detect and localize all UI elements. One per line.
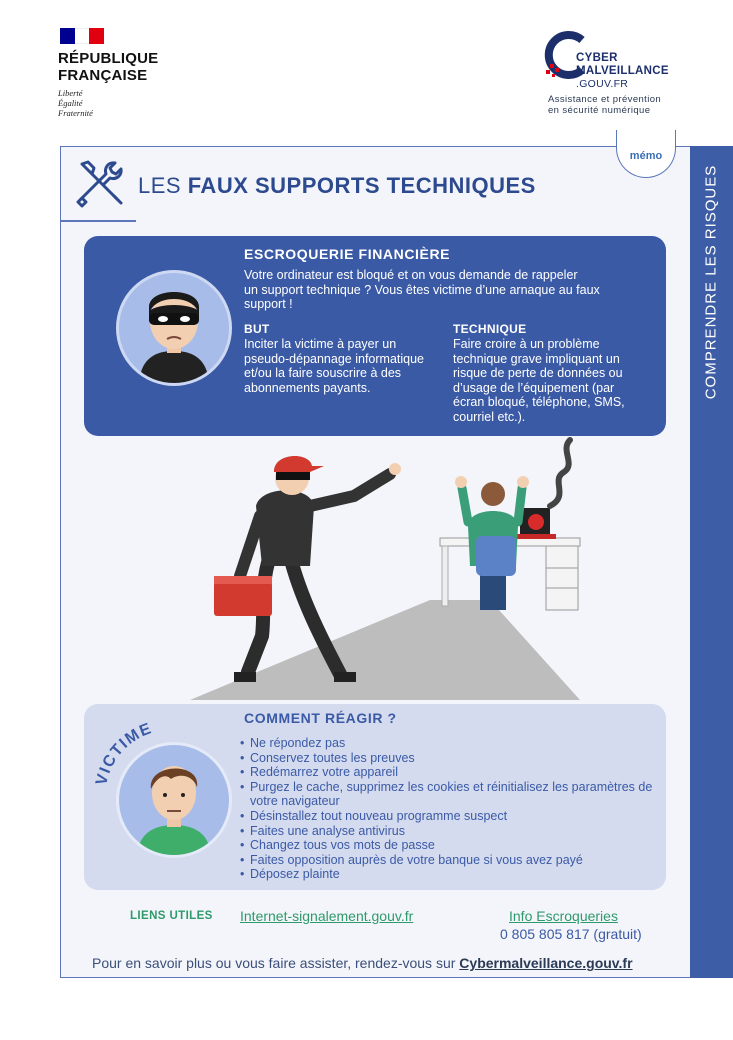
svg-text:CYBERCRIMINEL: CYBERCRIMINEL (92, 238, 212, 332)
internet-signalement-link[interactable]: Internet-signalement.gouv.fr (240, 908, 414, 924)
french-flag-icon (60, 28, 104, 44)
info-escroqueries-link[interactable]: Info Escroqueries (509, 908, 618, 924)
list-item: • Déposez plainte (250, 867, 670, 882)
republique-francaise-logo (58, 28, 178, 118)
list-item: • Purgez le cache, supprimez les cookies et réinitialisez les paramètres de votre navigateur (250, 780, 670, 809)
technique-title: TECHNIQUE (453, 322, 527, 336)
hacker-portrait-icon (119, 273, 229, 383)
goal-title: BUT (244, 322, 270, 336)
cybermalveillance-link[interactable]: Cybermalveillance.gouv.fr (459, 955, 633, 971)
criminal-intro: Votre ordinateur est bloqué et on vous demande de rappeler un support technique ? Vous êtes victime d’une arnaque au faux support ! (244, 268, 600, 311)
republic-motto: Liberté Égalité Fraternité (58, 88, 93, 118)
criminal-heading: ESCROQUERIE FINANCIÈRE (244, 246, 451, 262)
victim-avatar (116, 742, 232, 858)
list-item: • Conservez toutes les preuves (250, 751, 670, 766)
more-info-line: Pour en savoir plus ou vous faire assister, rendez-vous sur Cybermalveillance.gouv.fr (92, 955, 633, 971)
victim-portrait-icon (119, 745, 229, 855)
republic-name: RÉPUBLIQUE FRANÇAISE (58, 50, 159, 84)
list-item: • Faites opposition auprès de votre banque si vous avez payé (250, 853, 670, 868)
brand-wordmark: CYBER MALVEILLANCE .GOUV.FR (576, 52, 669, 90)
memo-tab: mémo (616, 130, 676, 178)
reaction-list (238, 736, 670, 882)
brand-tagline: Assistance et prévention en sécurité numérique (548, 94, 662, 116)
list-item: • Changez tous vos mots de passe (250, 838, 670, 853)
title-underline (60, 220, 136, 222)
fake-support-illustration (150, 436, 620, 708)
goal-text: Inciter la victime à payer un pseudo-dépannage informatique et/ou la faire souscrire à des abonnements payants. (244, 337, 424, 395)
page-title: LES FAUX SUPPORTS TECHNIQUES (138, 173, 536, 198)
useful-links-label: LIENS UTILES (130, 910, 213, 922)
victim-heading: COMMENT RÉAGIR ? (244, 710, 397, 726)
criminal-avatar (116, 270, 232, 386)
list-item: • Faites une analyse antivirus (250, 824, 670, 839)
svg-text:VICTIME: VICTIME (93, 720, 155, 787)
list-item: • Désinstallez tout nouveau programme suspect (250, 809, 670, 824)
list-item: • Redémarrez votre appareil (250, 765, 670, 780)
technique-text: Faire croire à un problème technique grave impliquant un risque de perte de données ou d’usage de l’équipement (par écran bloqué, téléphone, SMS, courriel etc.). (453, 337, 625, 424)
list-item: • Ne répondez pas (250, 736, 670, 751)
info-escroqueries-phone: 0 805 805 817 (gratuit) (500, 926, 642, 942)
wrench-screwdriver-icon (74, 156, 126, 208)
side-label: COMPRENDRE LES RISQUES (702, 164, 720, 400)
